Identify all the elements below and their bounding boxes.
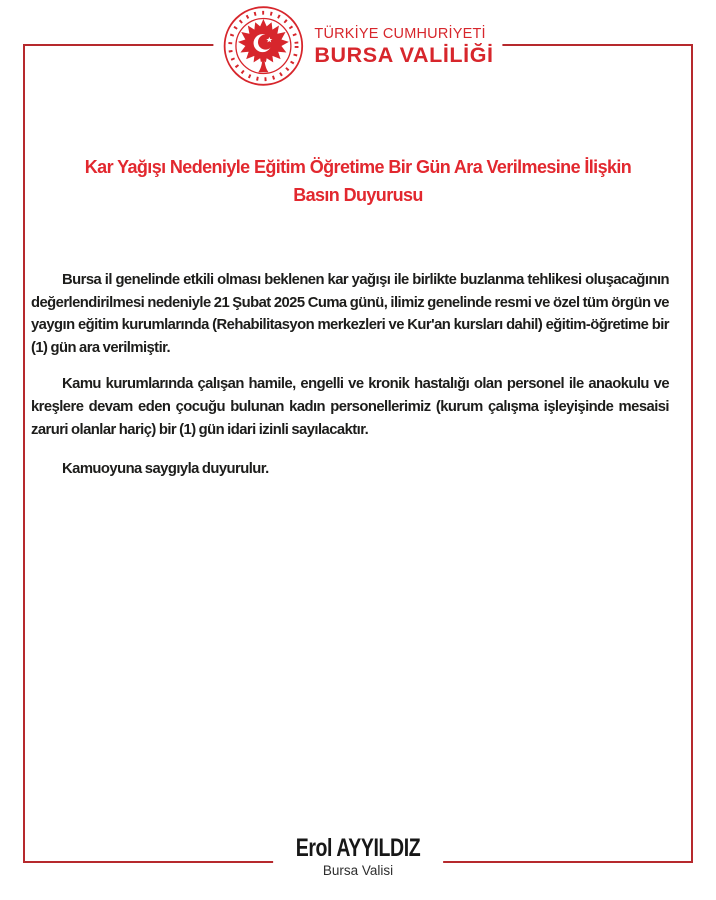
press-release-title [37, 153, 679, 209]
signer-name: Erol AYYILDIZ [295, 834, 421, 862]
signature-block [273, 835, 443, 878]
republic-label: TÜRKİYE CUMHURİYETİ [314, 25, 486, 42]
body-paragraph-2: Kamu kurumlarında çalışan hamile, engelli ve kronik hastalığı olan personel ile anaokulu ve kreşlere devam eden çocuğu bulunan kadın personellerimiz (kurum çalışma işleyişinde mesaisi zaruri olanlar hariç) bir (1) gün idari izinli sayılacaktır. [31, 376, 669, 438]
document-border-frame [23, 44, 693, 863]
body-paragraph-1: Bursa il genelinde etkili olması beklenen kar yağışı ile birlikte buzlanma tehlikesi oluşacağının değerlendirilmesi nedeniyle 21 Şubat 2025 Cuma günü, ilimiz genelinde resmi ve özel tüm örgün ve yaygın eğitim kurumlarında (Rehabilitasyon merkezleri ve Kur'an kursları dahil) eğitim-öğretime bir (1) gün ara verilmiştir. [31, 272, 669, 356]
press-release-body [31, 269, 669, 481]
press-release-title-line1: Kar Yağışı Nedeniyle Eğitim Öğretime Bir Gün Ara Verilmesine İlişkin [84, 157, 632, 177]
closing-line: Kamuoyuna saygıyla duyurulur. [62, 461, 269, 478]
governorship-header [213, 5, 502, 87]
governorship-label: BURSA VALİLİĞİ [314, 42, 494, 67]
press-release-title-line2: Basın Duyurusu [293, 185, 423, 205]
governorship-emblem-icon [222, 5, 304, 87]
governorship-header-text [314, 26, 493, 67]
signer-title: Bursa Valisi [322, 863, 394, 878]
